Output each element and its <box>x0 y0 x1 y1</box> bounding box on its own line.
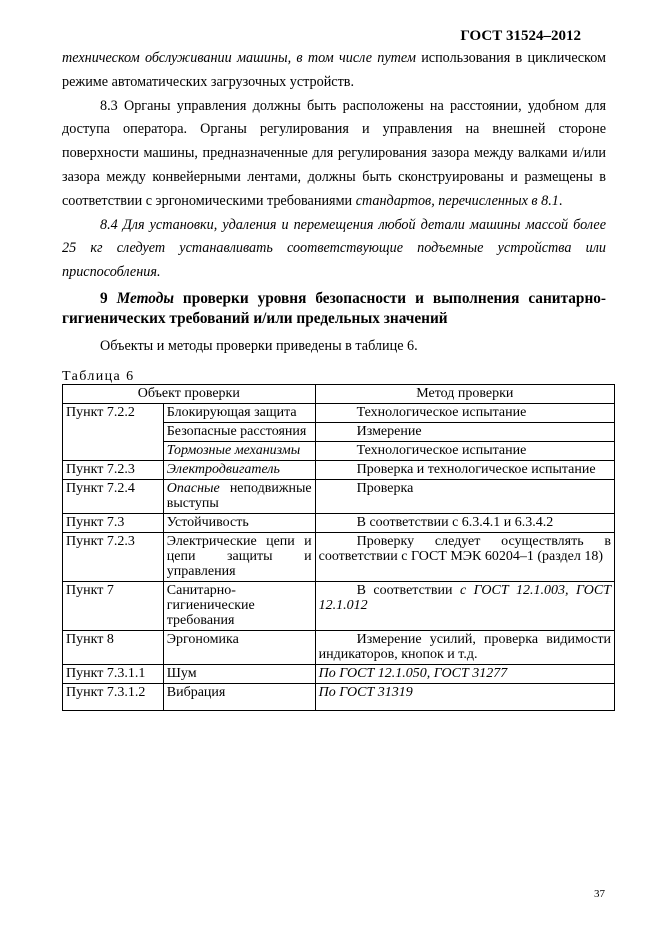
method-cell: Технологическое испытание <box>315 403 614 422</box>
clause-cell: Пункт 7.3.1.1 <box>63 664 164 683</box>
method-cell <box>315 581 614 630</box>
clause-cell: Пункт 7.2.3 <box>63 532 164 581</box>
header-method: Метод проверки <box>315 384 614 403</box>
clause-cell: Пункт 7.3 <box>63 513 164 532</box>
table-header-row <box>63 384 615 403</box>
method-italic: с ГОСТ 12.1.003, ГОСТ 12.1.012 <box>318 582 611 613</box>
clause-cell: Пункт 7 <box>63 581 164 630</box>
paragraph-8-3-end: . <box>558 192 563 209</box>
table-row <box>63 581 615 630</box>
clause-cell: Пункт 7.2.2 <box>63 403 164 460</box>
paragraph-8-4: 8.4 Для установки, удаления и перемещения любой детали машины массой более 25 кг следует устанавливать соответствующие подъемные устройства или приспособления. <box>62 216 606 281</box>
clause-cell: Пункт 7.2.4 <box>63 479 164 513</box>
table-row <box>63 460 615 479</box>
header-object: Объект проверки <box>63 384 316 403</box>
object-cell: Эргономика <box>163 630 315 664</box>
verification-table <box>62 384 615 711</box>
paragraph-italic-fragment: техническом обслуживании машины, в том числе путем <box>62 50 416 66</box>
section-heading <box>62 289 606 329</box>
section-title-rest: проверки уровня безопасности и выполнения санитарно- гигиенических требований и/или предельных значений <box>62 289 606 327</box>
table-row <box>63 532 615 581</box>
method-cell: Проверку следует осуществлять в соответствии с ГОСТ МЭК 60204–1 (раздел 18) <box>315 532 614 581</box>
object-cell: Устойчивость <box>163 513 315 532</box>
table-caption: Таблица 6 <box>62 368 135 384</box>
table-row <box>63 664 615 683</box>
standard-code-header: ГОСТ 31524–2012 <box>460 28 581 44</box>
object-cell: Электродвигатель <box>163 460 315 479</box>
paragraph-8-3-text: 8.3 Органы управления должны быть расположены на расстоянии, удобном для доступа оператора. Органы регулирования и управления на внешней стороне поверхности машины, предназначенные для регулирования зазора между валками и/или зазора между конвейерными лентами, должны быть сконструированы и размещены в соответствии с эргономическими требованиями <box>62 97 606 209</box>
object-cell: Шум <box>163 664 315 683</box>
table-row <box>63 683 615 710</box>
object-cell: Санитарно-гигиенические требования <box>163 581 315 630</box>
method-cell: Проверка и технологическое испытание <box>315 460 614 479</box>
method-plain: В соответствии <box>356 582 460 598</box>
paragraph-continuation <box>62 47 606 95</box>
table-row <box>63 479 615 513</box>
section-number: 9 <box>100 289 108 307</box>
clause-cell: Пункт 8 <box>63 630 164 664</box>
document-body <box>62 47 611 711</box>
object-cell: Блокирующая защита <box>163 403 315 422</box>
table-row <box>63 513 615 532</box>
method-cell: По ГОСТ 31319 <box>315 683 614 710</box>
method-cell: Проверка <box>315 479 614 513</box>
method-cell: Технологическое испытание <box>315 441 614 460</box>
paragraph-8-3-italic: стандартов, перечисленных в 8.1 <box>355 192 559 209</box>
page-number: 37 <box>594 888 605 900</box>
table-row <box>63 630 615 664</box>
paragraph-fragment: использования в цикличеcком режиме автоматических загрузочных устройств. <box>62 50 606 90</box>
method-cell: В соответствии с 6.3.4.1 и 6.3.4.2 <box>315 513 614 532</box>
clause-cell: Пункт 7.3.1.2 <box>63 683 164 710</box>
clause-cell: Пункт 7.2.3 <box>63 460 164 479</box>
object-cell: Вибрация <box>163 683 315 710</box>
object-italic: Опасные <box>166 480 220 496</box>
method-cell: По ГОСТ 12.1.050, ГОСТ 31277 <box>315 664 614 683</box>
table-row <box>63 403 615 422</box>
table-intro: Объекты и методы проверки приведены в таблице 6. <box>100 337 418 354</box>
object-cell: Электрические цепи и цепи защиты и управления <box>163 532 315 581</box>
paragraph-8-3 <box>62 95 606 214</box>
method-cell: Измерение усилий, проверка видимости индикаторов, кнопок и т.д. <box>315 630 614 664</box>
object-cell: Безопасные расстояния <box>163 422 315 441</box>
method-cell: Измерение <box>315 422 614 441</box>
object-cell: Тормозные механизмы <box>163 441 315 460</box>
object-rest: неподвижные выступы <box>166 480 312 511</box>
section-italic-word: Методы <box>116 289 174 307</box>
object-cell <box>163 479 315 513</box>
